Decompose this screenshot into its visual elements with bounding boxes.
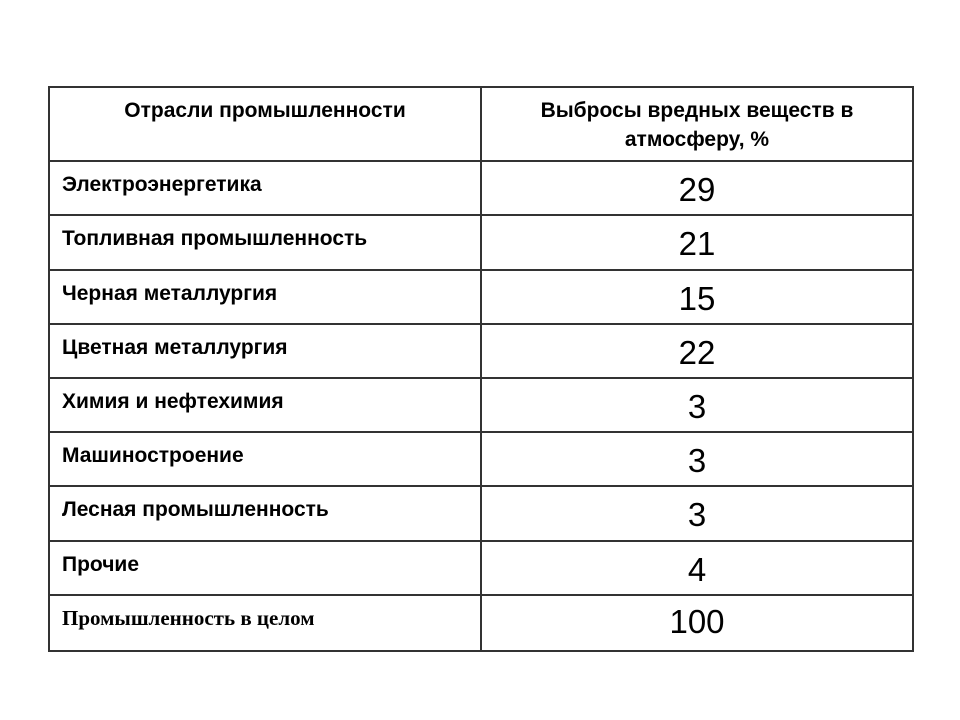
emission-value: 4 xyxy=(481,541,913,595)
table-row xyxy=(49,378,913,432)
emission-value: 3 xyxy=(481,432,913,486)
industry-name: Черная металлургия xyxy=(49,270,481,324)
industry-name: Лесная промышленность xyxy=(49,486,481,540)
table-row xyxy=(49,324,913,378)
total-emission-value: 100 xyxy=(481,595,913,651)
header-emissions: Выбросы вредных веществ в атмосферу, % xyxy=(481,87,913,161)
emissions-table xyxy=(48,86,914,652)
table-row xyxy=(49,270,913,324)
table-row xyxy=(49,432,913,486)
table-row xyxy=(49,486,913,540)
emission-value: 3 xyxy=(481,378,913,432)
industry-name: Химия и нефтехимия xyxy=(49,378,481,432)
industry-name: Прочие xyxy=(49,541,481,595)
table-row xyxy=(49,161,913,215)
emission-value: 21 xyxy=(481,215,913,269)
emission-value: 22 xyxy=(481,324,913,378)
industry-name: Топливная промышленность xyxy=(49,215,481,269)
industry-name: Машиностроение xyxy=(49,432,481,486)
total-row xyxy=(49,595,913,651)
table-row xyxy=(49,215,913,269)
table-row xyxy=(49,541,913,595)
total-industry-name: Промышленность в целом xyxy=(49,595,481,651)
emission-value: 15 xyxy=(481,270,913,324)
emission-value: 29 xyxy=(481,161,913,215)
emission-value: 3 xyxy=(481,486,913,540)
industry-name: Электроэнергетика xyxy=(49,161,481,215)
industry-name: Цветная металлургия xyxy=(49,324,481,378)
header-industry: Отрасли промышленности xyxy=(49,87,481,161)
table-header-row xyxy=(49,87,913,161)
